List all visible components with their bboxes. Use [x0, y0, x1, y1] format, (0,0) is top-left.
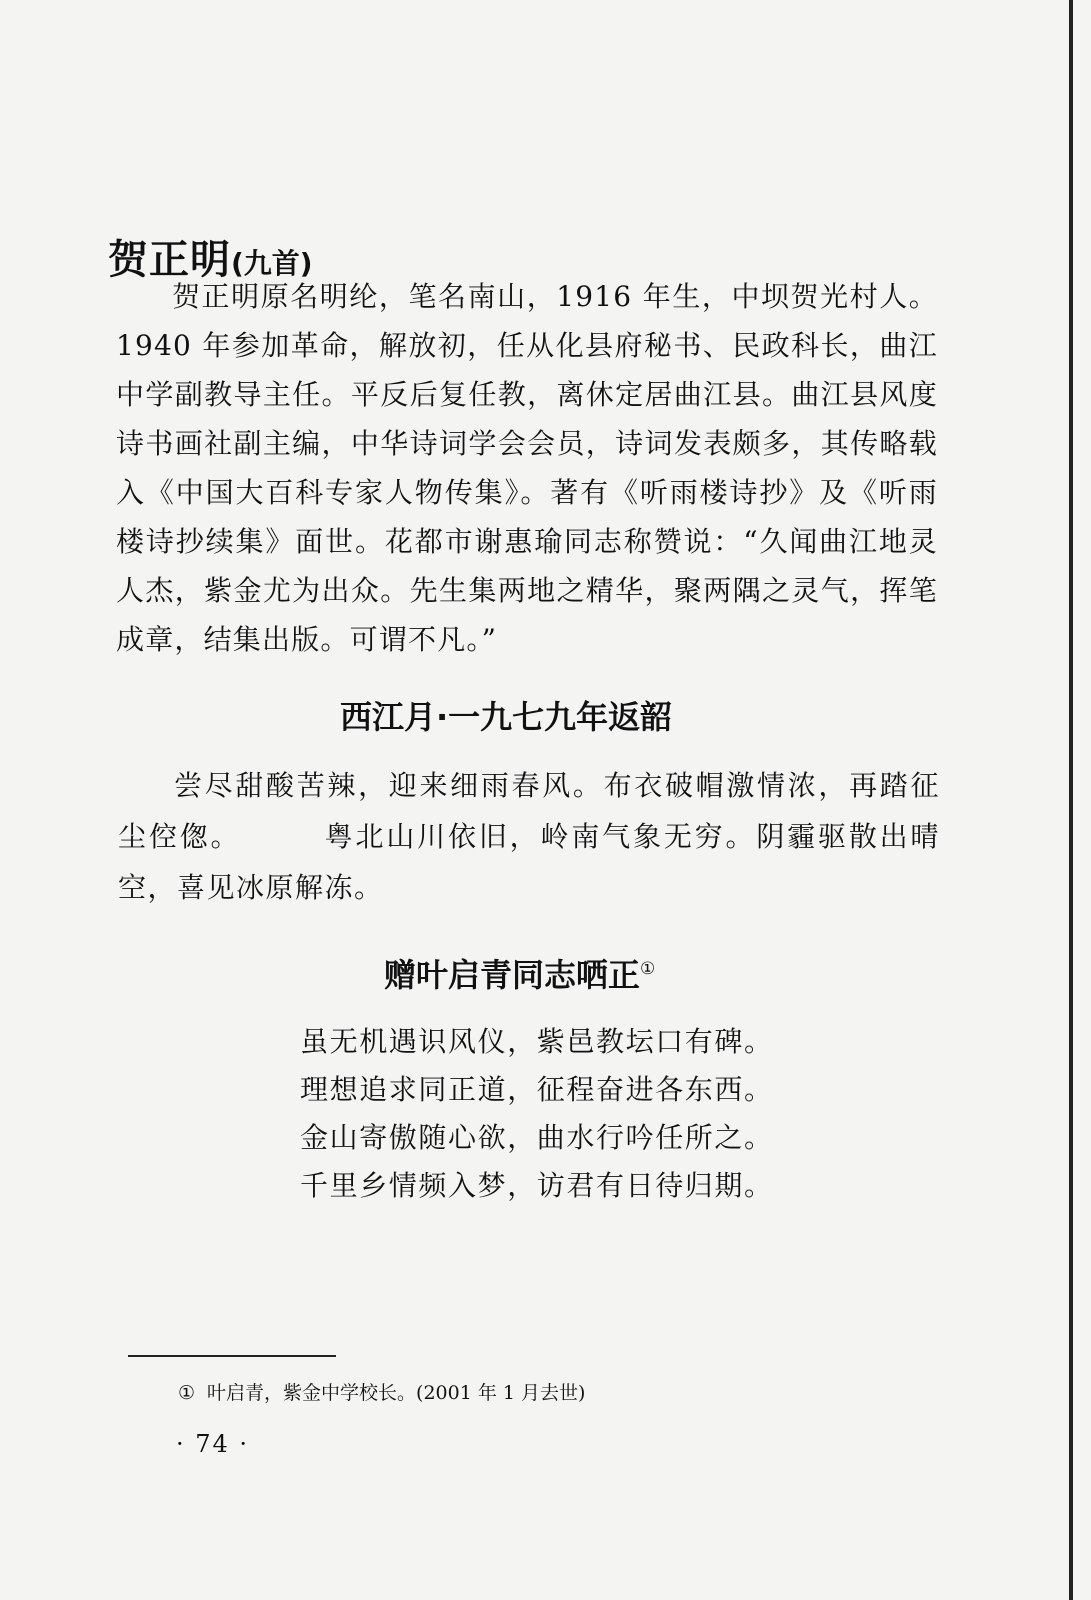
poem-title-text: 赠叶启青同志哂正 [384, 956, 641, 994]
poem-stanza-2: 粤北山川依旧，岭南气象无穷。阴霾驱散出晴空，喜见冰原解冻。 [118, 820, 940, 904]
poem-line: 虽无机遇识风仪，紫邑教坛口有碑。 [300, 1025, 774, 1058]
poem-title-xijiangyue: 西江月·一九七九年返韶 [340, 698, 673, 736]
footnote-text: 叶启青，紫金中学校长。(2001 年 1 月去世) [207, 1382, 586, 1404]
page-number: · 74 · [176, 1430, 250, 1458]
poem-line: 金山寄傲随心欲，曲水行吟任所之。 [300, 1121, 774, 1154]
scan-edge-line [1069, 0, 1073, 1600]
footnote-reference: ① [640, 959, 656, 979]
footnote-mark: ① [178, 1382, 196, 1404]
footnote-divider [128, 1355, 336, 1357]
poem-line: 理想追求同正道，征程奋进各东西。 [300, 1073, 774, 1106]
poem-line: 千里乡情频入梦，访君有日待归期。 [300, 1169, 774, 1202]
poem-body-xijiangyue [118, 760, 940, 913]
footnote [178, 1378, 585, 1405]
poem-count: (九首) [231, 247, 313, 280]
author-bio: 贺正明原名明纶，笔名南山，1916 年生，中坝贺光村人。1940 年参加革命，解放初，任从化县府秘书、民政科长，曲江中学副教导主任。平反后复任教，离休定居曲江县。曲江县风度诗书画社副主编，中华诗词学会会员，诗词发表颇多，其传略载入《中国大百科专家人物传集》。著有《听雨楼诗抄》及《听雨楼诗抄续集》面世。花都市谢惠瑜同志称赞说：“久闻曲江地灵人杰，紫金尤为出众。先生集两地之精华，聚两隅之灵气，挥笔成章，结集出版。可谓不凡。” [116, 280, 938, 656]
poem-title-zeng-ye-qiqing [384, 950, 655, 996]
author-name: 贺正明 [108, 237, 231, 283]
poem-body-zeng-ye-qiqing [300, 1018, 774, 1210]
poem-stanza-1: 尝尽甜酸苦辣，迎来细雨春风。布衣破帽激情浓，再踏征尘倥偬。 [118, 769, 940, 853]
